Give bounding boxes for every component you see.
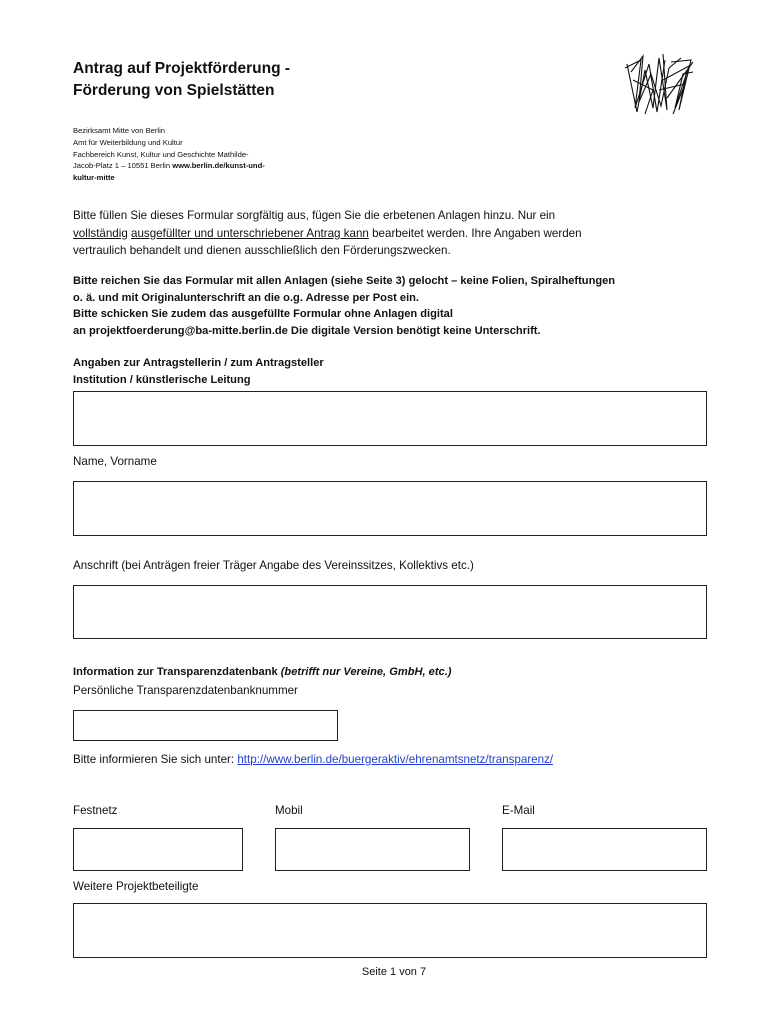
intro-line-1: Bitte füllen Sie dieses Formular sorgfältig aus, fügen Sie die erbetenen Anlagen hinzu. Nur ein — [73, 209, 556, 222]
institution-field[interactable] — [73, 391, 707, 446]
transparency-number-label: Persönliche Transparenzdatenbanknummer — [73, 684, 298, 697]
intro-line-2 — [73, 225, 703, 243]
page-title — [73, 58, 473, 102]
mobil-label: Mobil — [275, 804, 303, 817]
address-street: Jacob-Platz 1 – 10551 Berlin — [73, 161, 173, 171]
intro-underline-2: ausgefüllter und unterschriebener Antrag kann — [131, 226, 369, 240]
transparency-info — [73, 752, 553, 768]
title-line-1: Antrag auf Projektförderung - — [73, 60, 291, 77]
intro-underline-1: vollständig — [73, 226, 128, 240]
festnetz-label: Festnetz — [73, 804, 118, 817]
address-line: Bezirksamt Mitte von Berlin — [73, 126, 165, 135]
mobil-field[interactable] — [275, 828, 470, 871]
notice-line-4: an projektfoerderung@ba-mitte.berlin.de Die digitale Version benötigt keine Unterschrift. — [73, 324, 541, 337]
address-line: Amt für Weiterbildung und Kultur — [73, 137, 183, 147]
email-label: E-Mail — [502, 804, 535, 817]
applicant-heading-2: Institution / künstlerische Leitung — [73, 373, 251, 386]
mitte-logo-icon — [623, 50, 695, 118]
transparency-heading-note: (betrifft nur Vereine, GmbH, etc.) — [280, 666, 452, 678]
transparency-info-text: Bitte informieren Sie sich unter: — [73, 753, 238, 766]
address-field[interactable] — [73, 585, 707, 639]
address-label: Anschrift (bei Anträgen freier Träger Angabe des Vereinssitzes, Kollektivs etc.) — [73, 559, 474, 572]
intro-line-3: vertraulich behandelt und dienen ausschließlich den Förderungszwecken. — [73, 244, 451, 257]
name-field[interactable] — [73, 481, 707, 536]
transparency-number-field[interactable] — [73, 710, 338, 741]
participants-label: Weitere Projektbeteiligte — [73, 880, 199, 893]
address-website-cont: kultur-mitte — [73, 173, 115, 183]
transparency-heading-text: Information zur Transparenzdatenbank — [73, 666, 281, 678]
email-field[interactable] — [502, 828, 707, 871]
submission-notice — [73, 273, 733, 339]
transparency-heading — [73, 664, 451, 681]
address-line — [73, 160, 323, 172]
transparency-link[interactable]: http://www.berlin.de/buergeraktiv/ehrenamtsnetz/transparenz/ — [237, 753, 554, 766]
festnetz-field[interactable] — [73, 828, 243, 871]
address-line: Fachbereich Kunst, Kultur und Geschichte Mathilde- — [73, 149, 249, 159]
address-website: www.berlin.de/kunst-und- — [172, 161, 265, 171]
applicant-heading-1: Angaben zur Antragstellerin / zum Antragsteller — [73, 357, 324, 369]
participants-field[interactable] — [73, 903, 707, 958]
intro-paragraph — [73, 207, 703, 260]
applicant-heading — [73, 355, 324, 388]
page-number: Seite 1 von 7 — [361, 966, 427, 978]
notice-line-1: Bitte reichen Sie das Formular mit allen Anlagen (siehe Seite 3) gelocht – keine Folien, Spiralheftungen — [73, 275, 616, 287]
notice-line-2: o. ä. und mit Originalunterschrift an die o.g. Adresse per Post ein. — [73, 291, 420, 304]
notice-line-3: Bitte schicken Sie zudem das ausgefüllte Formular ohne Anlagen digital — [73, 308, 453, 320]
title-line-2: Förderung von Spielstätten — [73, 82, 275, 99]
intro-line-2-rest: bearbeitet werden. Ihre Angaben werden — [368, 226, 582, 240]
name-label: Name, Vorname — [73, 455, 157, 468]
office-address — [73, 125, 323, 184]
